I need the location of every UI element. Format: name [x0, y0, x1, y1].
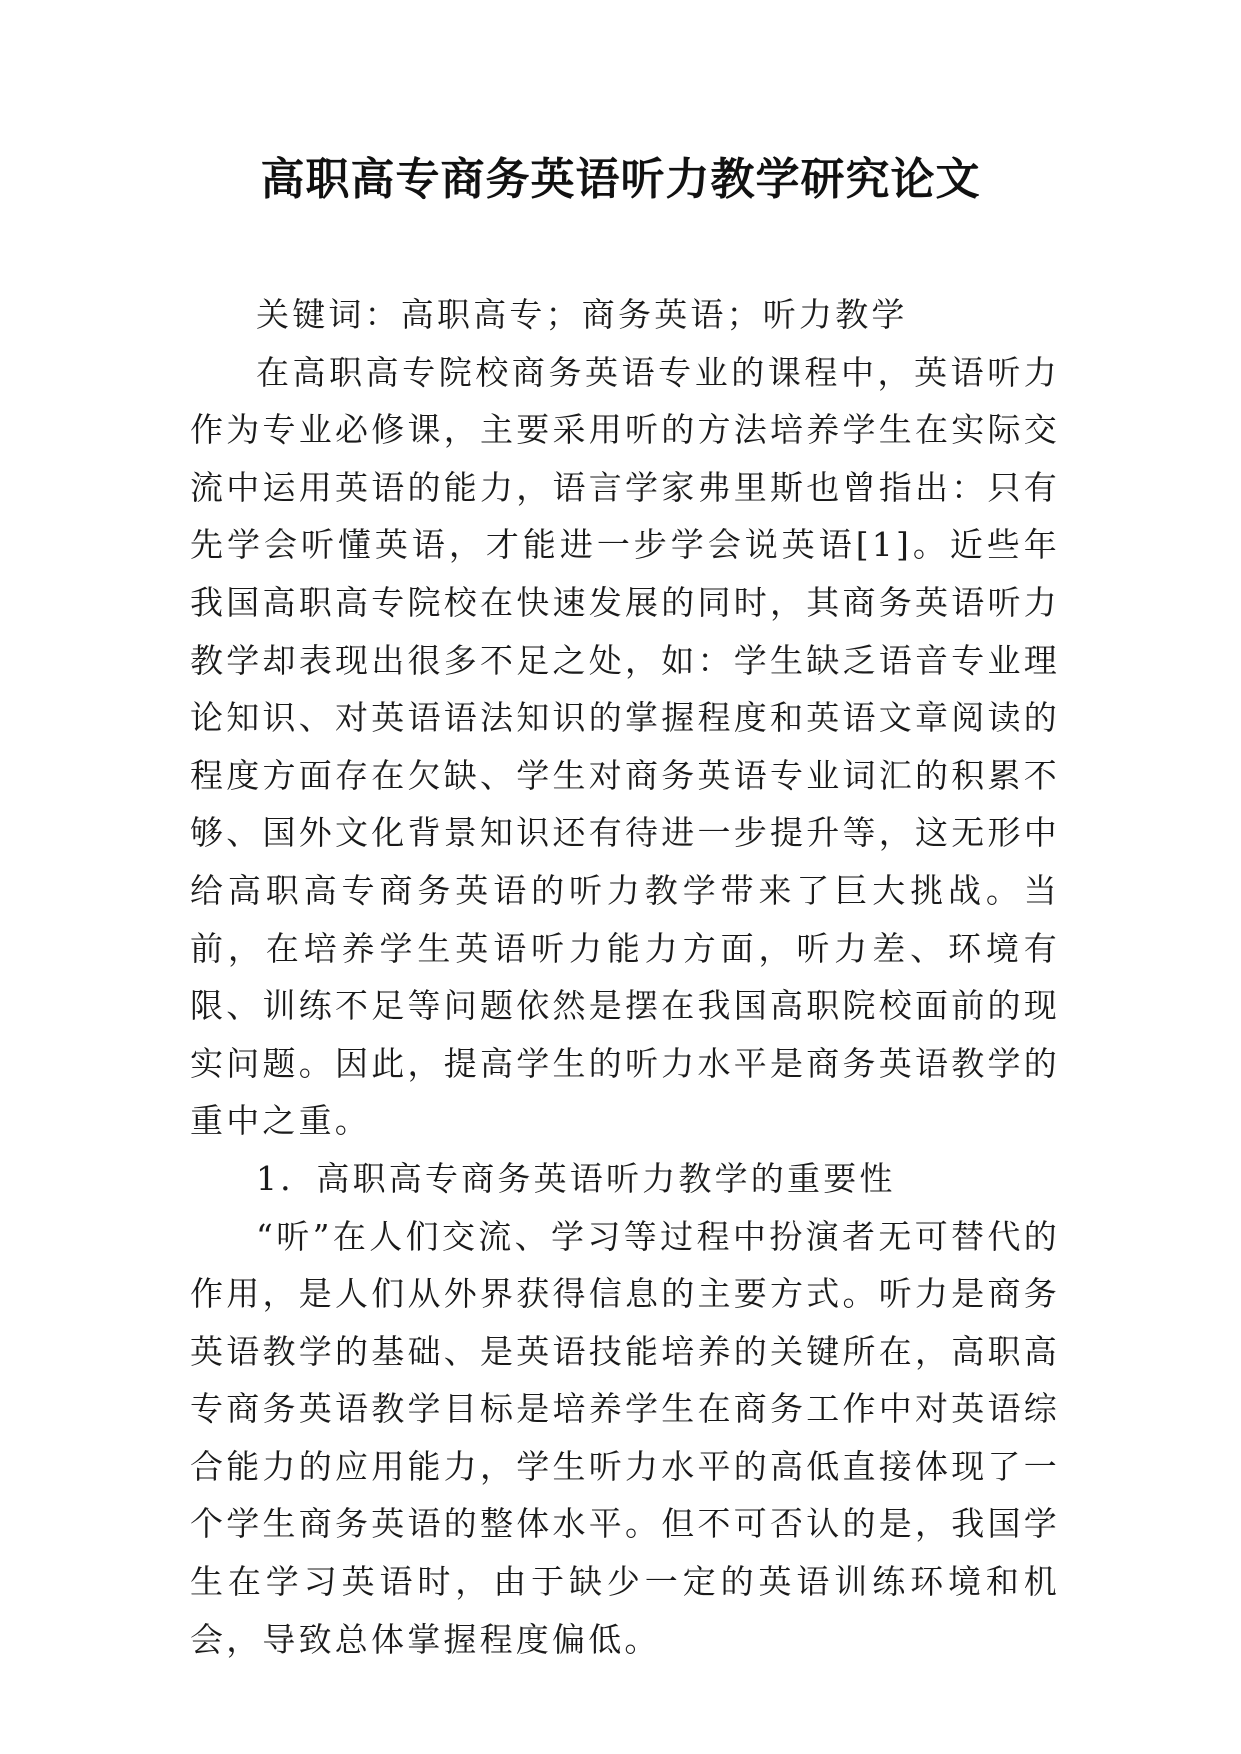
paragraph-importance: “听”在人们交流、学习等过程中扮演者无可替代的作用，是人们从外界获得信息的主要方式。听力是商务英语教学的基础、是英语技能培养的关键所在，高职高专商务英语教学目标是培养学生在商务工作中对英语综合能力的应用能力，学生听力水平的高低直接体现了一个学生商务英语的整体水平。但不可否认的是，我国学生在学习英语时，由于缺少一定的英语训练环境和机会，导致总体掌握程度偏低。 — [190, 1216, 1060, 1659]
keywords-line: 关键词：高职高专；商务英语；听力教学 — [256, 295, 908, 334]
document-title: 高职高专商务英语听力教学研究论文 — [260, 154, 981, 205]
section-heading: 1．高职高专商务英语听力教学的重要性 — [256, 1158, 896, 1198]
document-body — [190, 286, 1060, 1668]
paragraph-intro: 在高职高专院校商务英语专业的课程中，英语听力作为专业必修课，主要采用听的方法培养学生在实际交流中运用英语的能力，语言学家弗里斯也曾指出：只有先学会听懂英语，才能进一步学会说英语[1]。近些年我国高职高专院校在快速发展的同时，其商务英语听力教学却表现出很多不足之处，如：学生缺乏语音专业理论知识、对英语语法知识的掌握程度和英语文章阅读的程度方面存在欠缺、学生对商务英语专业词汇的积累不够、国外文化背景知识还有待进一步提升等，这无形中给高职高专商务英语的听力教学带来了巨大挑战。当前，在培养学生英语听力能力方面，听力差、环境有限、训练不足等问题依然是摆在我国高职院校面前的现实问题。因此，提高学生的听力水平是商务英语教学的重中之重。 — [190, 352, 1060, 1141]
